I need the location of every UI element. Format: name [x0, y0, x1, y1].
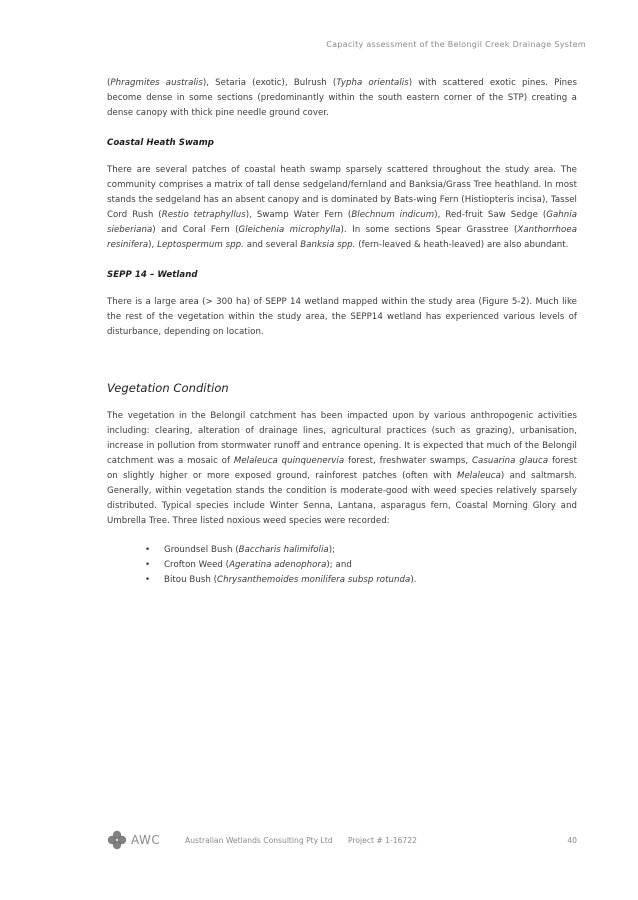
page-number: 40	[567, 836, 577, 845]
page-footer	[107, 830, 577, 852]
bullet-glyph: •	[145, 545, 151, 555]
intro-paragraph: (Phragmites australis), Setaria (exotic), Bulrush (Typha orientalis) with scattered exotic pines. Pines become dense in some sections (predominantly within the south eastern corner of the STP) creating a dense canopy with thick pine needle ground cover.	[107, 78, 577, 118]
page-body	[107, 76, 577, 588]
sepp14-paragraph: There is a large area (> 300 ha) of SEPP 14 wetland mapped within the study area (Figure 5-2). Much like the rest of the vegetation within the study area, the SEPP14 wetland has experienced various levels of disturbance, depending on location.	[107, 297, 577, 337]
logo-text: AWC	[131, 833, 161, 847]
logo-mark-icon	[107, 830, 127, 850]
footer-project-number: Project # 1-16722	[348, 836, 417, 845]
sepp14-heading: SEPP 14 – Wetland	[107, 270, 198, 280]
bullet-glyph: •	[145, 575, 151, 585]
bullet-glyph: •	[145, 560, 151, 570]
coastal-heath-paragraph: There are several patches of coastal heath swamp sparsely scattered throughout the study area. The community comprises a matrix of tall dense sedgeland/fernland and Banksia/Grass Tree heathland. In most stands the sedgeland has an absent canopy and is dominated by Bats-wing Fern (Histiopteris incisa), Tassel Cord Rush (Restio tetraphyllus), Swamp Water Fern (Blechnum indicum), Red-fruit Saw Sedge (Gahnia sieberiana) and Coral Fern (Gleichenia microphylla). In some sections Spear Grasstree (Xanthorrhoea resinifera), Leptospermum spp. and several Banksia spp. (fern-leaved & heath-leaved) are also abundant.	[107, 165, 578, 250]
list-item: • Groundsel Bush (Baccharis halimifolia);	[145, 543, 577, 558]
coastal-heath-heading: Coastal Heath Swamp	[107, 138, 214, 148]
awc-logo	[107, 830, 160, 850]
vegetation-condition-paragraph: The vegetation in the Belongil catchment has been impacted upon by various anthropogenic activities including: clearing, alteration of drainage lines, agricultural practices (such as grazing), urbanisation, increase in pollution from stormwater runoff and entrance opening. It is expected that much of the Belongil catchment was a mosaic of Melaleuca quinquenervia forest, freshwater swamps, Casuarina glauca forest on slightly higher or more exposed ground, rainforest patches (often with Melaleuca) and saltmarsh. Generally, within vegetation stands the condition is moderate-good with weed species relatively sparsely distributed. Typical species include Winter Senna, Lantana, asparagus fern, Coastal Morning Glory and Umbrella Tree. Three listed noxious weed species were recorded:	[107, 411, 578, 526]
running-header: Capacity assessment of the Belongil Creek Drainage System	[326, 40, 586, 49]
list-item: • Crofton Weed (Ageratina adenophora); and	[145, 558, 577, 573]
footer-company: Australian Wetlands Consulting Pty Ltd	[185, 836, 333, 845]
weed-species-list	[107, 543, 577, 588]
list-item: • Bitou Bush (Chrysanthemoides monilifera subsp rotunda).	[145, 573, 577, 588]
vegetation-condition-heading: Vegetation Condition	[107, 381, 229, 395]
